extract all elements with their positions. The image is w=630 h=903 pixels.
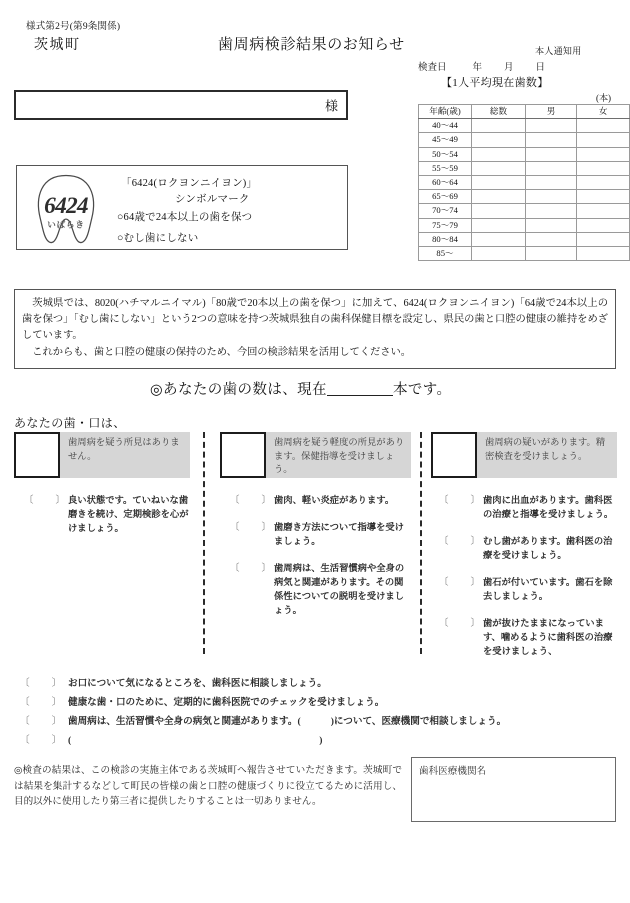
intro-paragraph-2: これからも、歯と口腔の健康の保持のため、今回の検診結果を活用してください。 xyxy=(32,347,412,358)
symbol-mark-name: 「6424(ロクヨンニイヨン)」 xyxy=(121,178,258,189)
table-row xyxy=(419,119,630,133)
male-cell[interactable] xyxy=(526,204,577,218)
advice-item xyxy=(220,521,411,549)
symbol-mark-subtitle: シンボルマーク xyxy=(175,194,250,205)
exam-year-unit: 年 xyxy=(472,63,483,73)
male-cell[interactable] xyxy=(526,232,577,246)
male-cell[interactable] xyxy=(526,119,577,133)
checklist-item xyxy=(14,674,614,693)
your-mouth-heading: あなたの歯・口は、 xyxy=(14,416,126,430)
average-teeth-table-title: 【1人平均現在歯数】 xyxy=(441,77,549,89)
result-header-mild xyxy=(220,432,411,478)
exam-month-unit: 月 xyxy=(504,63,514,73)
advice-item xyxy=(220,494,411,508)
result-checkbox-none[interactable] xyxy=(14,432,60,478)
notice-recipient-label: 本人通知用 xyxy=(535,46,582,56)
checklist-item-text: 歯周病は、生活習慣や全身の病気と関連があります。( xyxy=(68,716,301,727)
male-cell[interactable] xyxy=(526,190,577,204)
teeth-count-blank[interactable] xyxy=(327,395,393,396)
result-header-none xyxy=(14,432,190,478)
advice-item xyxy=(431,576,617,604)
column-divider-2 xyxy=(420,432,422,654)
advice-item xyxy=(14,494,190,536)
male-cell[interactable] xyxy=(526,133,577,147)
svg-text:6424: 6424 xyxy=(44,192,88,219)
table-row xyxy=(419,176,630,190)
advice-checkbox-brackets[interactable]: 〔 〕 xyxy=(439,578,482,588)
result-header-suspected xyxy=(431,432,617,478)
advice-item-text: 歯肉に出血があります。歯科医の治療と指導を受けましょう。 xyxy=(483,496,614,520)
checklist-item xyxy=(14,693,614,712)
general-advice-checklist xyxy=(14,674,614,750)
female-cell[interactable] xyxy=(577,147,630,161)
female-cell[interactable] xyxy=(577,119,630,133)
advice-item-text: 歯が抜けたままになっています、噛めるように歯科医の治療を受けましょう、 xyxy=(483,619,613,657)
total-cell[interactable] xyxy=(472,176,526,190)
checklist-item-text-tail: )について、医療機関で相談しましょう。 xyxy=(330,716,507,727)
advice-checkbox-brackets[interactable]: 〔 〕 xyxy=(439,619,482,629)
table-row xyxy=(419,190,630,204)
advice-item-text: 歯石が付いています。歯石を除去しましょう。 xyxy=(483,578,613,602)
advice-item xyxy=(220,562,411,618)
table-row xyxy=(419,218,630,232)
checklist-checkbox-brackets[interactable]: 〔 〕 xyxy=(20,697,63,708)
current-teeth-count-line xyxy=(150,378,451,399)
average-teeth-table xyxy=(418,104,630,261)
total-cell[interactable] xyxy=(472,218,526,232)
column-header-total: 総数 xyxy=(472,105,526,119)
age-cell: 75〜79 xyxy=(419,218,472,232)
checklist-item xyxy=(14,731,614,750)
advice-list-suspected xyxy=(431,494,617,659)
privacy-footer-note: ◎検査の結果は、この検診の実施主体である茨城町へ報告させていただきます。茨城町では結果を集計するなどして町民の皆様の歯と口腔の健康づくりに役立てるために活用し、目的以外に使用したり第三者に提供したりすることは一切ありません。 xyxy=(14,765,402,807)
result-checkbox-suspected[interactable] xyxy=(431,432,477,478)
total-cell[interactable] xyxy=(472,133,526,147)
female-cell[interactable] xyxy=(577,176,630,190)
column-header-age: 年齢(歳) xyxy=(419,105,472,119)
table-unit-label: (本) xyxy=(596,93,611,103)
age-cell: 85〜 xyxy=(419,247,472,261)
exam-day-unit: 日 xyxy=(535,63,546,73)
result-column-mild xyxy=(220,432,411,631)
advice-item xyxy=(431,535,617,563)
advice-item xyxy=(431,494,617,522)
result-column-none xyxy=(14,432,190,549)
total-cell[interactable] xyxy=(472,119,526,133)
checklist-item-text: お口について気になるところを、歯科医に相談しましょう。 xyxy=(68,678,327,689)
female-cell[interactable] xyxy=(577,247,630,261)
advice-item-text: 歯磨き方法について指導を受けましょう。 xyxy=(274,523,404,547)
female-cell[interactable] xyxy=(577,218,630,232)
male-cell[interactable] xyxy=(526,247,577,261)
advice-list-none xyxy=(14,494,190,536)
symbol-mark-goal-2: ○むし歯にしない xyxy=(117,233,199,244)
checklist-checkbox-brackets[interactable]: 〔 〕 xyxy=(20,716,63,727)
checklist-item xyxy=(14,712,614,731)
advice-checkbox-brackets[interactable]: 〔 〕 xyxy=(24,496,67,506)
advice-item xyxy=(431,617,617,659)
column-divider-1 xyxy=(203,432,205,654)
exam-date-line xyxy=(418,59,545,73)
female-cell[interactable] xyxy=(577,232,630,246)
table-row xyxy=(419,161,630,175)
table-header-row xyxy=(419,105,630,119)
result-checkbox-mild[interactable] xyxy=(220,432,266,478)
page-title: 歯周病検診結果のお知らせ xyxy=(218,37,405,53)
age-cell: 70〜74 xyxy=(419,204,472,218)
result-header-text-mild: 歯周病を疑う軽度の所見があります。保健指導を受けましょう。 xyxy=(274,438,405,475)
column-header-female: 女 xyxy=(577,105,630,119)
dental-clinic-name-box[interactable] xyxy=(411,757,616,822)
introduction-box xyxy=(14,289,616,369)
age-cell: 40〜44 xyxy=(419,119,472,133)
age-cell: 55〜59 xyxy=(419,161,472,175)
table-row xyxy=(419,247,630,261)
intro-paragraph-1: 茨城県では、8020(ハチマルニイマル)「80歳で20本以上の歯を保つ」に加えて、6424(ロクヨンニイヨン)「64歳で24本以上の歯を保つ」「むし歯にしない」という2つの意味を持つ茨城県独自の歯科保健目標を設定し、県民の歯と口腔の健康の維持をめざしています。 xyxy=(22,298,608,341)
advice-list-mild xyxy=(220,494,411,618)
advice-checkbox-brackets[interactable]: 〔 〕 xyxy=(230,496,273,506)
name-suffix-label: 様 xyxy=(324,98,338,114)
advice-checkbox-brackets[interactable]: 〔 〕 xyxy=(230,564,273,574)
total-cell[interactable] xyxy=(472,161,526,175)
dental-clinic-name-label: 歯科医療機関名 xyxy=(419,766,487,777)
age-cell: 45〜49 xyxy=(419,133,472,147)
checklist-checkbox-brackets[interactable]: 〔 〕 xyxy=(20,678,63,689)
advice-item-text: むし歯があります。歯科医の治療を受けましょう。 xyxy=(483,537,613,561)
table-row xyxy=(419,133,630,147)
issuing-town-name: 茨城町 xyxy=(34,38,81,53)
tooth-6424-logo-icon xyxy=(27,170,105,248)
male-cell[interactable] xyxy=(526,161,577,175)
teeth-count-prefix: ◎あなたの歯の数は、現在 xyxy=(150,382,327,398)
symbol-mark-goal-1: ○64歳で24本以上の歯を保つ xyxy=(117,212,253,223)
svg-text:いばらき: いばらき xyxy=(47,219,85,230)
table-row xyxy=(419,147,630,161)
total-cell[interactable] xyxy=(472,190,526,204)
exam-date-label: 検査日 xyxy=(418,63,447,73)
advice-item-text: 歯周病は、生活習慣病や全身の病気と関連があります。その関係性についての説明を受けましょう。 xyxy=(274,564,405,616)
teeth-count-suffix: 本です。 xyxy=(392,382,452,398)
total-cell[interactable] xyxy=(472,204,526,218)
male-cell[interactable] xyxy=(526,147,577,161)
checklist-item-text: ( xyxy=(68,735,72,746)
checklist-checkbox-brackets[interactable]: 〔 〕 xyxy=(20,735,63,746)
checklist-item-text: 健康な歯・口のために、定期的に歯科医院でのチェックを受けましょう。 xyxy=(68,697,385,708)
checklist-item-text-tail: ) xyxy=(319,735,323,746)
column-header-male: 男 xyxy=(526,105,577,119)
total-cell[interactable] xyxy=(472,232,526,246)
form-code-label: 様式第2号(第9条関係) xyxy=(26,22,121,32)
result-header-text-suspected: 歯周病の疑いがあります。精密検査を受けましょう。 xyxy=(485,438,606,462)
advice-checkbox-brackets[interactable]: 〔 〕 xyxy=(439,537,482,547)
female-cell[interactable] xyxy=(577,204,630,218)
result-column-suspected xyxy=(431,432,617,672)
male-cell[interactable] xyxy=(526,176,577,190)
advice-checkbox-brackets[interactable]: 〔 〕 xyxy=(439,496,482,506)
symbol-mark-box xyxy=(16,165,348,250)
advice-item-text: 良い状態です。ていねいな歯磨きを続け、定期検診を心がけましょう。 xyxy=(68,496,189,534)
table-row xyxy=(419,204,630,218)
female-cell[interactable] xyxy=(577,133,630,147)
total-cell[interactable] xyxy=(472,247,526,261)
age-cell: 50〜54 xyxy=(419,147,472,161)
age-cell: 65〜69 xyxy=(419,190,472,204)
patient-name-field[interactable] xyxy=(14,90,348,120)
age-cell: 80〜84 xyxy=(419,232,472,246)
male-cell[interactable] xyxy=(526,218,577,232)
table-row xyxy=(419,232,630,246)
female-cell[interactable] xyxy=(577,161,630,175)
result-header-text-none: 歯周病を疑う所見はありません。 xyxy=(68,438,180,462)
total-cell[interactable] xyxy=(472,147,526,161)
age-cell: 60〜64 xyxy=(419,176,472,190)
advice-checkbox-brackets[interactable]: 〔 〕 xyxy=(230,523,273,533)
advice-item-text: 歯肉、軽い炎症があります。 xyxy=(274,496,395,506)
female-cell[interactable] xyxy=(577,190,630,204)
